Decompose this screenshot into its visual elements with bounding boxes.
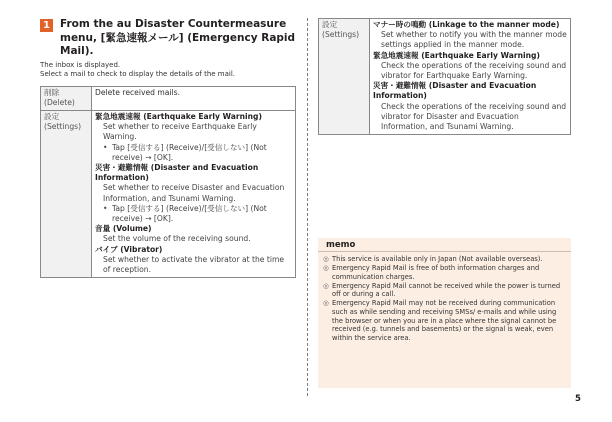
table-row-key: 設定 (Settings): [41, 110, 92, 277]
right-column: [318, 18, 571, 135]
memo-list: [318, 252, 571, 342]
step-1: [40, 18, 296, 59]
double-circle-icon: ◎: [323, 299, 329, 308]
table-row: [41, 110, 296, 277]
column-divider: [307, 18, 308, 396]
operations-table-right: [318, 18, 571, 135]
setting-description: Check the operations of the receiving sound and vibrator for Earthquake Early Warning.: [381, 60, 567, 81]
bullet-item: [95, 204, 292, 224]
step-desc-line: The inbox is displayed.: [40, 60, 121, 69]
setting-heading: 音量 (Volume): [95, 224, 152, 234]
setting-description: Set whether to receive Disaster and Evacuation Information, and Tsunami Warning.: [103, 183, 285, 203]
setting-heading: 緊急地震速報 (Earthquake Early Warning): [95, 111, 262, 121]
step-desc-line: Select a mail to check to display the details of the mail.: [40, 70, 236, 78]
memo-title: memo: [318, 238, 571, 252]
page-number: 5: [575, 394, 581, 404]
setting-heading: 緊急地震速報 (Earthquake Early Warning): [373, 50, 540, 60]
operations-table-left: [40, 86, 296, 279]
table-row-content: [92, 110, 296, 277]
setting-description: Delete received mails.: [95, 87, 180, 97]
memo-item-text: This service is available only in Japan (Not available overseas).: [332, 255, 543, 263]
step-description: [40, 61, 296, 80]
step-title: From the au Disaster Countermeasure menu, [緊急速報メール] (Emergency Rapid Mail).: [60, 18, 296, 57]
setting-description: Set whether to activate the vibrator at the time of reception.: [103, 254, 285, 274]
bullet-text: Tap [受信する] (Receive)/[受信しない] (Not receive) → [OK].: [112, 142, 267, 162]
setting-heading: マナー時の鳴動 (Linkage to the manner mode): [373, 20, 560, 29]
table-row: [41, 86, 296, 110]
table-row-key: 削除 (Delete): [41, 86, 92, 110]
table-row: [319, 19, 571, 135]
setting-heading: 災害・避難情報 (Disaster and Evacuation Information): [373, 81, 537, 101]
double-circle-icon: ◎: [323, 281, 329, 290]
memo-item: [323, 282, 566, 299]
bullet-text: Tap [受信する] (Receive)/[受信しない] (Not receive) → [OK].: [112, 203, 267, 223]
setting-description: Set whether to notify you with the manner mode settings applied in the manner mode.: [381, 30, 567, 50]
table-row-content: [92, 86, 296, 110]
memo-item-text: Emergency Rapid Mail may not be received during communication such as while sending and receiving SMSs/ e-mails and while using the browser or when you are in a place where the signal cannot be received (e.g. tunnels and basements) or the signal is weak, even within the service area.: [332, 299, 557, 342]
setting-description: Check the operations of the receiving sound and vibrator for Disaster and Evacuation Information, and Tsunami Warning.: [381, 101, 567, 132]
table-row-key: 設定 (Settings): [319, 19, 370, 135]
memo-item-text: Emergency Rapid Mail is free of both information charges and communication charges.: [332, 264, 540, 281]
table-row-content: [370, 19, 571, 135]
memo-item: [323, 255, 566, 264]
memo-item-text: Emergency Rapid Mail cannot be received while the power is turned off or during a call.: [332, 281, 561, 299]
memo-box: [318, 238, 571, 388]
step-number-badge: 1: [40, 19, 53, 32]
left-column: [40, 18, 296, 278]
setting-description: Set the volume of the receiving sound.: [103, 234, 251, 244]
setting-description: Set whether to receive Earthquake Early Warning.: [103, 122, 257, 142]
setting-heading: バイブ (Vibrator): [95, 244, 163, 254]
memo-item: [323, 299, 566, 342]
memo-item: [323, 264, 566, 281]
bullet-icon: •: [103, 142, 108, 152]
bullet-item: [95, 143, 292, 163]
double-circle-icon: ◎: [323, 264, 329, 273]
setting-heading: 災害・避難情報 (Disaster and Evacuation Information): [95, 162, 259, 183]
double-circle-icon: ◎: [323, 255, 329, 263]
bullet-icon: •: [103, 203, 108, 213]
